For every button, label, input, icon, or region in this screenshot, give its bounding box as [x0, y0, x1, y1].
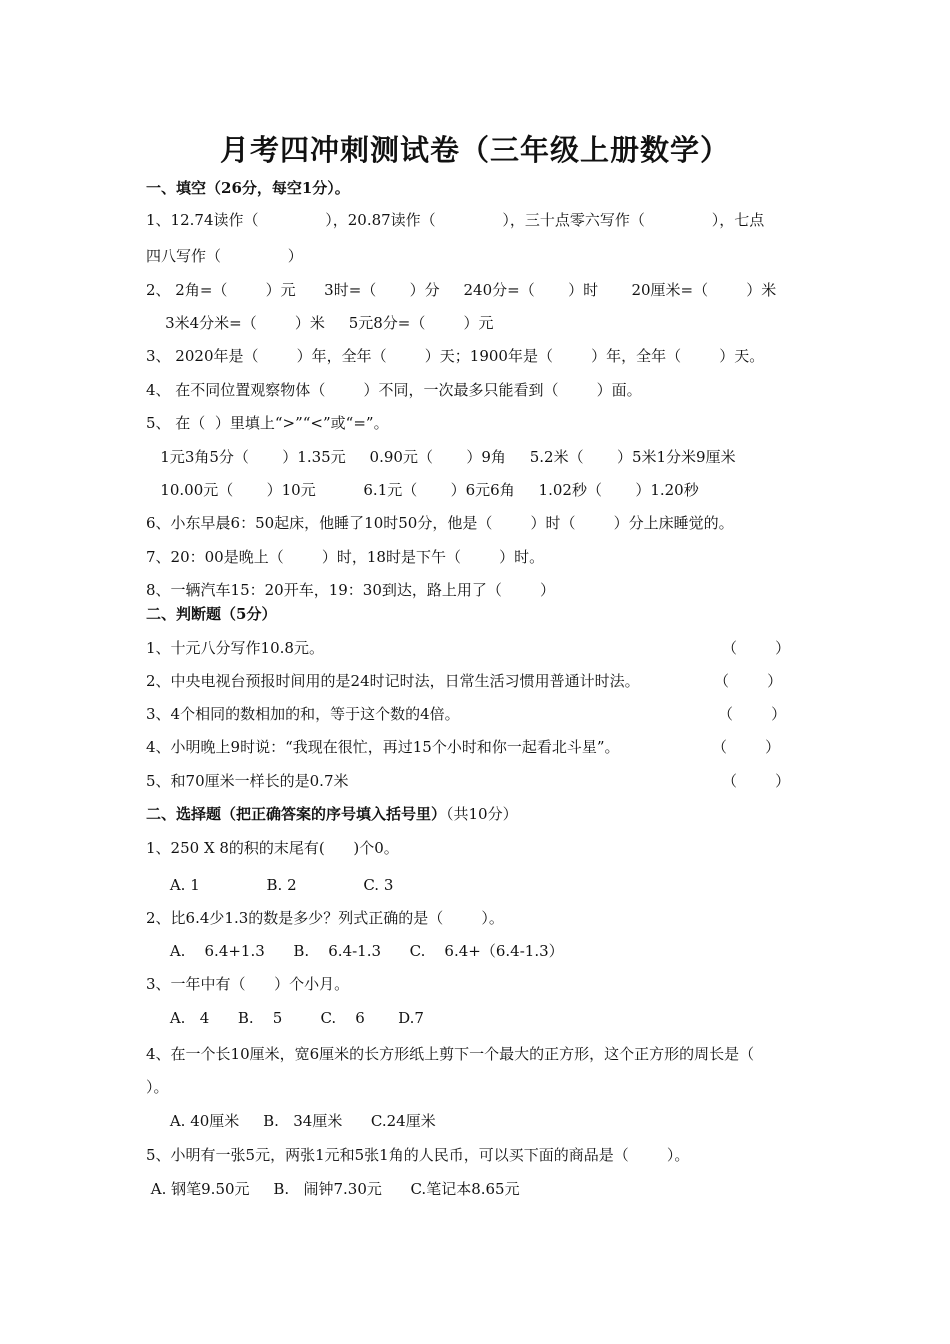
choice-2: 2、比6.4少1.3的数是多少？列式正确的是（ ）。: [146, 909, 504, 927]
judge-answer-2: （ ）: [714, 672, 783, 690]
judge-item-1: 1、十元八分写作10.8元。: [146, 639, 324, 657]
choice-4-continued: ）。: [146, 1078, 169, 1096]
choice-1: 1、250 X 8的积的末尾有( )个0。: [146, 839, 399, 857]
question-8: 8、一辆汽车15：20开车，19：30到达，路上用了（ ）: [146, 581, 556, 599]
choice-3-options: A. 4 B. 5 C. 6 D.7: [146, 1009, 424, 1027]
judge-answer-3: （ ）: [718, 705, 787, 723]
choice-4: 4、在一个长10厘米，宽6厘米的长方形纸上剪下一个最大的正方形，这个正方形的周长是（: [146, 1045, 755, 1063]
judge-item-5: 5、和70厘米一样长的是0.7米: [146, 772, 349, 790]
choice-2-options: A. 6.4+1.3 B. 6.4-1.3 C. 6.4+（6.4-1.3）: [146, 942, 564, 960]
choice-4-options: A. 40厘米 B. 34厘米 C.24厘米: [146, 1112, 436, 1130]
choice-1-options: A. 1 B. 2 C. 3: [146, 876, 394, 894]
judge-answer-1: （ ）: [722, 639, 791, 657]
choice-5-options: A. 钢笔9.50元 B. 闹钟7.30元 C.笔记本8.65元: [146, 1180, 520, 1198]
section-2-heading: 二、判断题（5分）: [146, 605, 277, 623]
choice-5: 5、小明有一张5元，两张1元和5张1角的人民币，可以买下面的商品是（ ）。: [146, 1146, 690, 1164]
question-1-line-1: 1、12.74读作（ ），20.87读作（ ），三十点零六写作（ ），七点: [146, 211, 765, 229]
section-3-heading-score: （共10分）: [446, 805, 518, 823]
question-3: 3、 2020年是（ ）年，全年（ ）天；1900年是（ ）年，全年（ ）天。: [146, 347, 765, 365]
section-3-heading-main: 二、选择题（把正确答案的序号填入括号里）: [146, 805, 447, 823]
judge-item-2: 2、中央电视台预报时间用的是24时记时法，日常生活习惯用普通计时法。: [146, 672, 640, 690]
question-6: 6、小东早晨6：50起床，他睡了10时50分，他是（ ）时（ ）分上床睡觉的。: [146, 514, 734, 532]
judge-answer-4: （ ）: [712, 738, 781, 756]
choice-3: 3、一年中有（ ）个小月。: [146, 975, 350, 993]
section-3-heading: [146, 804, 518, 824]
section-1-heading: 一、填空（26分，每空1分）。: [146, 179, 350, 197]
page-title: 月考四冲刺测试卷（三年级上册数学）: [219, 133, 730, 167]
question-5-row-2: 10.00元（ ）10元 6.1元（ ）6元6角 1.02秒（ ）1.20秒: [146, 481, 699, 499]
question-2-line-1: 2、 2角=（ ）元 3时=（ ）分 240分=（ ）时 20厘米=（ ）米: [146, 281, 777, 299]
question-4: 4、 在不同位置观察物体（ ）不同，一次最多只能看到（ ）面。: [146, 381, 642, 399]
question-5: 5、 在（ ）里填上“>”“<”或“=”。: [146, 414, 389, 432]
question-2-line-2: 3米4分米=（ ）米 5元8分=（ ）元: [146, 314, 494, 332]
question-5-row-1: 1元3角5分（ ）1.35元 0.90元（ ）9角 5.2米（ ）5米1分米9厘米: [146, 448, 736, 466]
judge-item-4: 4、小明晚上9时说：“我现在很忙，再过15个小时和你一起看北斗星”。: [146, 738, 620, 756]
judge-answer-5: （ ）: [722, 772, 791, 790]
judge-item-3: 3、4个相同的数相加的和，等于这个数的4倍。: [146, 705, 460, 723]
question-7: 7、20：00是晚上（ ）时，18时是下午（ ）时。: [146, 548, 545, 566]
question-1-line-2: 四八写作（ ）: [146, 247, 303, 265]
